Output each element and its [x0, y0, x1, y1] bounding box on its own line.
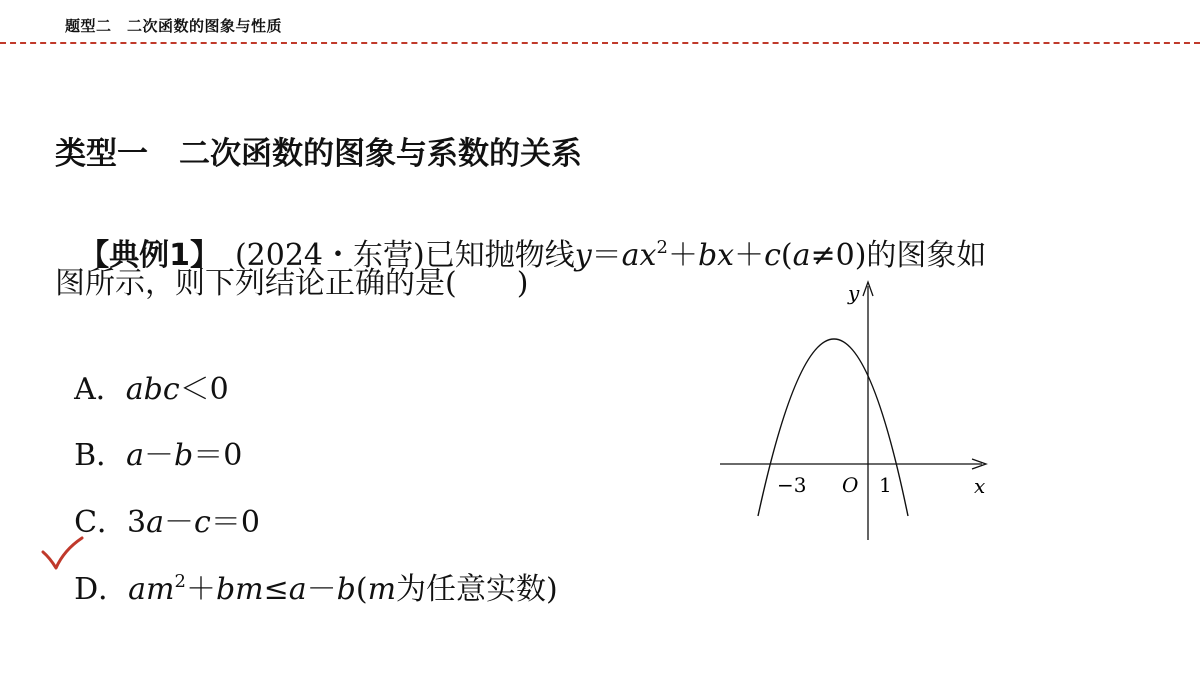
tick-label-neg3: −3: [777, 473, 807, 497]
y-axis-label: y: [848, 281, 860, 305]
example-tag: 【典例1】: [79, 238, 205, 273]
parabola-equation: $y=ax^2+bx+c(a\ne 0)$: [574, 237, 867, 273]
option-d-letter: D．: [74, 572, 129, 607]
example-line-2: 图所示，则下列结论正确的是( ): [55, 266, 529, 301]
option-c-expr: 3a－c＝0: [127, 505, 260, 540]
header-title: 题型二 二次函数的图象与性质: [65, 17, 283, 35]
example-source: (2024・东营): [234, 238, 425, 273]
example-text-b: 的图象如: [866, 238, 987, 273]
parabola-graph: [710, 272, 1000, 547]
example-text-a: 已知抛物线: [424, 238, 575, 273]
option-d[interactable]: [55, 530, 558, 610]
option-c-letter: C．: [74, 505, 128, 540]
option-b-expr: a－b＝0: [126, 438, 243, 473]
tick-label-1: 1: [879, 473, 892, 497]
option-d-expr: $am^2+bm\le a-b(m$为任意实数): [128, 571, 558, 607]
option-a-expr: abc＜0: [125, 372, 229, 407]
x-axis-label: x: [974, 474, 986, 498]
option-a-letter: A．: [74, 372, 126, 407]
header-divider: [0, 42, 1200, 44]
origin-label: O: [842, 473, 859, 497]
answer-check-icon: [40, 536, 84, 572]
slide-header: [0, 0, 1200, 44]
option-b-letter: B．: [74, 438, 127, 473]
section-title: 类型一 二次函数的图象与系数的关系: [55, 136, 582, 172]
